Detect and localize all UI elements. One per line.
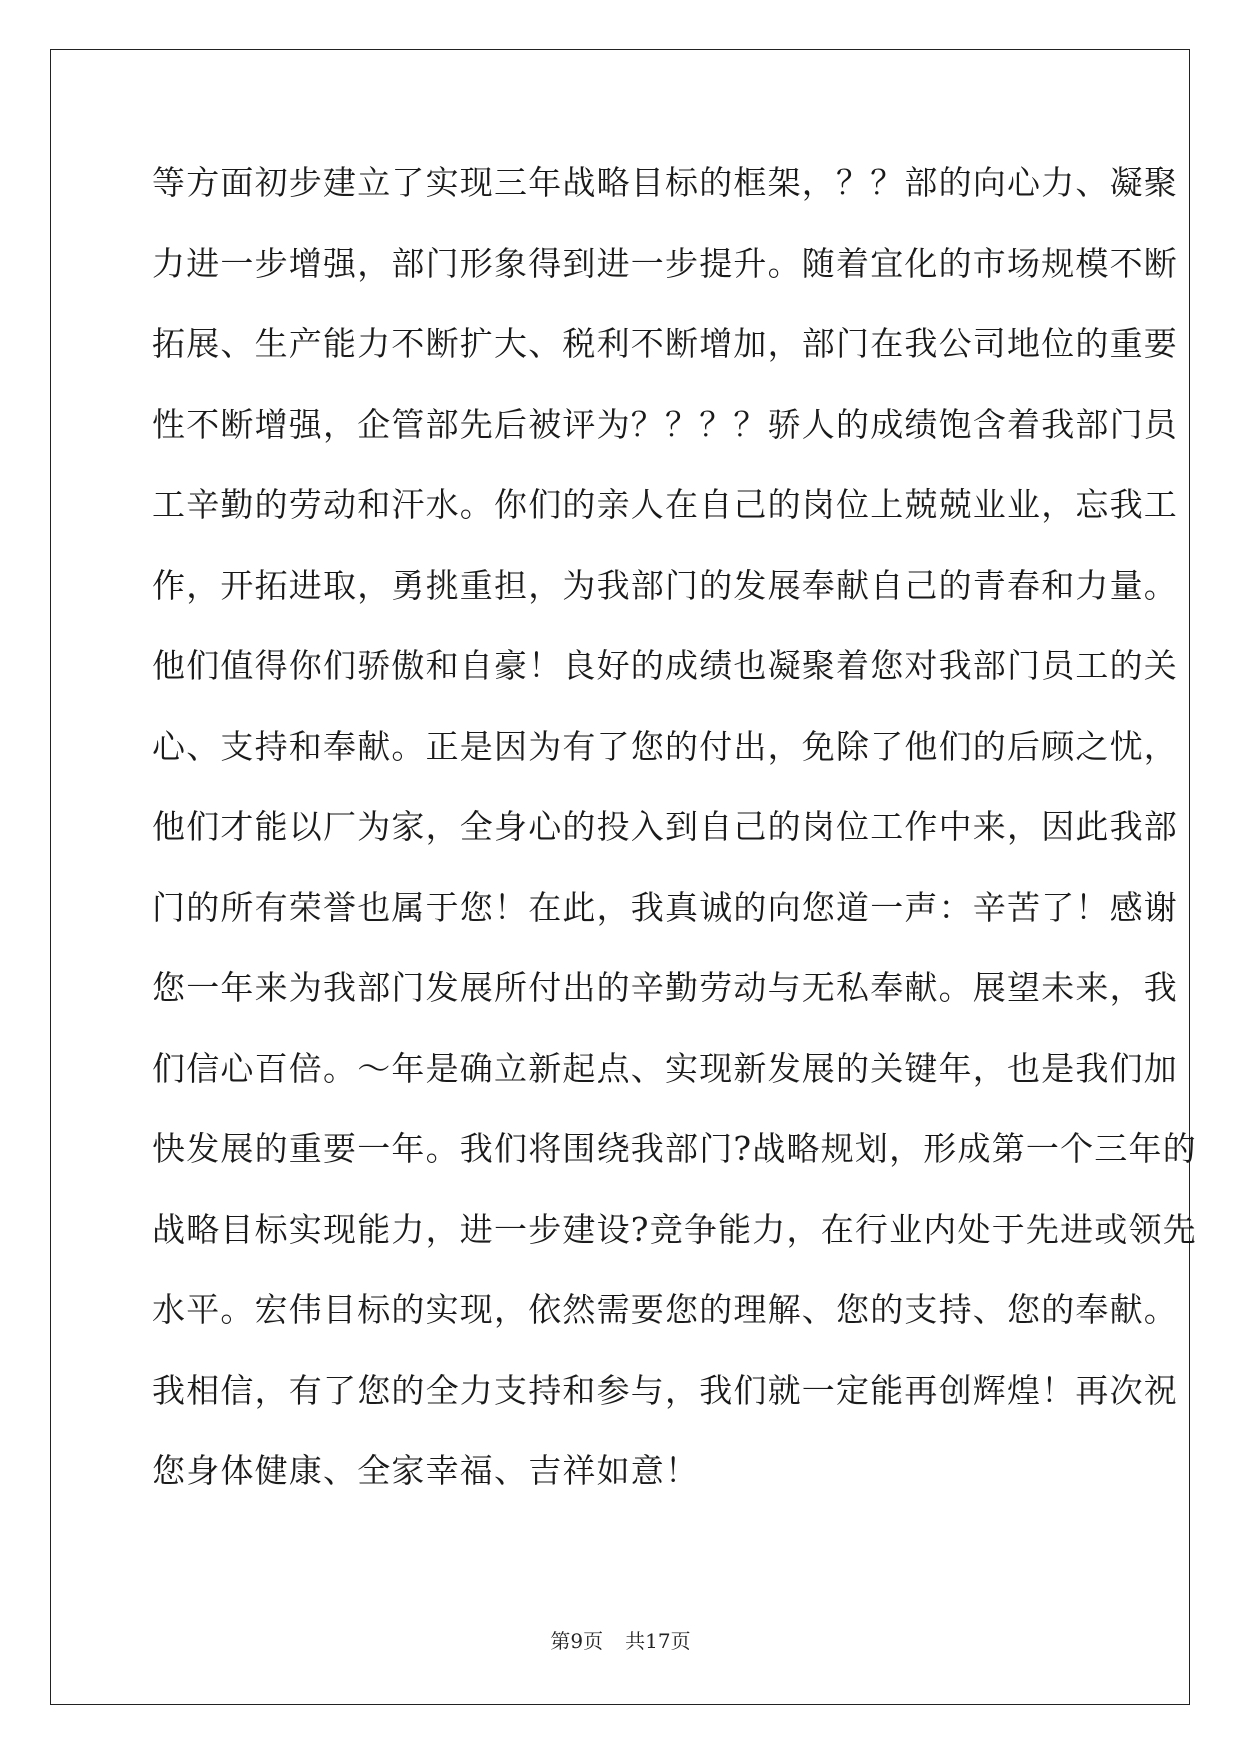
text-line: 门的所有荣誉也属于您！在此，我真诚的向您道一声：辛苦了！感谢 — [152, 887, 1178, 927]
text-line: 他们值得你们骄傲和自豪！良好的成绩也凝聚着您对我部门员工的关 — [152, 646, 1178, 685]
text-line: 您一年来为我部门发展所付出的辛勤劳动与无私奉献。展望未来，我 — [152, 968, 1178, 1007]
document-body — [152, 160, 1197, 1529]
text-line: 快发展的重要一年。我们将围绕我部门?战略规划，形成第一个三年的 — [152, 1129, 1197, 1168]
text-line: 等方面初步建立了实现三年战略目标的框架，？？部的向心力、凝聚 — [152, 163, 1178, 202]
text-line: 性不断增强，企管部先后被评为？？？？骄人的成绩饱含着我部门员 — [152, 404, 1178, 444]
page-number: 第9页 — [550, 1629, 604, 1653]
text-line: 心、支持和奉献。正是因为有了您的付出，免除了他们的后顾之忧， — [152, 726, 1178, 766]
text-line: 工辛勤的劳动和汗水。你们的亲人在自己的岗位上兢兢业业，忘我工 — [152, 485, 1178, 524]
text-line: 战略目标实现能力，进一步建设?竞争能力，在行业内处于先进或领先 — [152, 1209, 1197, 1249]
page-footer — [0, 1625, 1241, 1654]
text-line: 您身体健康、全家幸福、吉祥如意！ — [152, 1451, 700, 1490]
text-line: 他们才能以厂为家，全身心的投入到自己的岗位工作中来，因此我部 — [152, 807, 1178, 846]
text-line: 水平。宏伟目标的实现，依然需要您的理解、您的支持、您的奉献。 — [152, 1290, 1178, 1329]
page-total: 共17页 — [625, 1629, 691, 1653]
text-line: 拓展、生产能力不断扩大、税利不断增加，部门在我公司地位的重要 — [152, 324, 1178, 363]
text-line: 力进一步增强，部门形象得到进一步提升。随着宜化的市场规模不断 — [152, 243, 1178, 283]
text-line: 作，开拓进取，勇挑重担，为我部门的发展奉献自己的青春和力量。 — [152, 565, 1178, 605]
text-line: 我相信，有了您的全力支持和参与，我们就一定能再创辉煌！再次祝 — [152, 1370, 1178, 1410]
text-line: 们信心百倍。～年是确立新起点、实现新发展的关键年，也是我们加 — [152, 1048, 1178, 1088]
